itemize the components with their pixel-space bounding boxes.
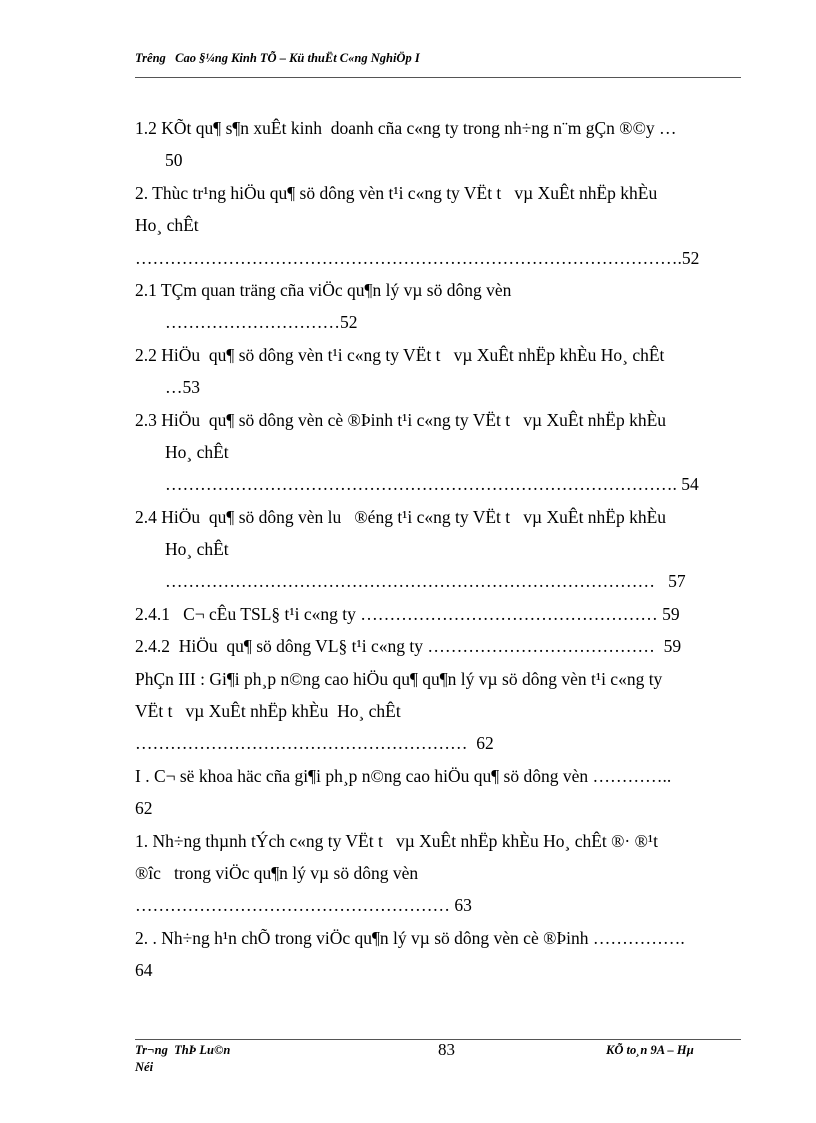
- toc-line: ……………………………………………………………………………. 54: [165, 474, 699, 495]
- running-header: Trêng Cao §¼ng Kinh TÕ – Kü thuËt C«ng NghiÖp I: [135, 51, 420, 65]
- toc-line: I . C¬ së khoa häc cña gi¶i ph¸p n©ng cao hiÖu qu¶ sö dông vèn …………..: [135, 765, 672, 786]
- toc-line: 62: [135, 798, 153, 819]
- footer-class: KÕ to¸n 9A – Hµ: [606, 1043, 694, 1057]
- toc-line: 2.4.1 C¬ cÊu TSL§ t¹i c«ng ty …………………………………………… 59: [135, 603, 680, 624]
- toc-line: Ho¸ chÊt: [135, 215, 199, 236]
- toc-line: PhÇn III : Gi¶i ph¸p n©ng cao hiÖu qu¶ qu¶n lý vµ sö dông vèn t¹i c«ng ty: [135, 668, 663, 689]
- toc-line: 2. Thùc tr¹ng hiÖu qu¶ sö dông vèn t¹i c«ng ty VËt t vµ XuÊt nhËp khÈu: [135, 182, 658, 203]
- toc-line: Ho¸ chÊt: [165, 441, 229, 462]
- toc-line: 2. . Nh÷ng h¹n chÕ trong viÖc qu¶n lý vµ sö dông vèn cè ®Þinh …………….: [135, 927, 685, 948]
- toc-line: …53: [165, 377, 200, 398]
- page-number: 83: [438, 1040, 455, 1059]
- toc-line: 1. Nh÷ng thµnh tÝch c«ng ty VËt t vµ XuÊt nhËp khÈu Ho¸ chÊt ®· ®¹t: [135, 830, 659, 851]
- toc-line: ………………………………………………… 62: [135, 733, 494, 754]
- toc-line: 2.3 HiÖu qu¶ sö dông vèn cè ®Þinh t¹i c«ng ty VËt t vµ XuÊt nhËp khÈu: [135, 409, 667, 430]
- toc-line: 2.4 HiÖu qu¶ sö dông vèn lu ®éng t¹i c«ng ty VËt t vµ XuÊt nhËp khÈu: [135, 506, 667, 527]
- toc-line: 50: [165, 150, 183, 171]
- toc-line: 2.1 TÇm quan träng cña viÖc qu¶n lý vµ sö dông vèn: [135, 279, 512, 300]
- toc-line: ………………………………………………………………………… 57: [165, 571, 686, 592]
- toc-line: ………………………………………………………………………………….52: [135, 247, 700, 268]
- toc-line: VËt t vµ XuÊt nhËp khÈu Ho¸ chÊt: [135, 701, 401, 722]
- footer-author: Tr¬ng ThÞ Lu©n: [135, 1043, 231, 1057]
- toc-line: ……………………………………………… 63: [135, 895, 472, 916]
- footer-author-cont: Néi: [135, 1060, 154, 1074]
- header-rule: [135, 77, 741, 78]
- toc-line: ®îc trong viÖc qu¶n lý vµ sö dông vèn: [135, 862, 419, 883]
- toc-line: 2.2 HiÖu qu¶ sö dông vèn t¹i c«ng ty VËt t vµ XuÊt nhËp khÈu Ho¸ chÊt: [135, 344, 665, 365]
- toc-line: 64: [135, 960, 153, 981]
- table-of-contents: [135, 112, 745, 987]
- toc-line: 2.4.2 HiÖu qu¶ sö dông VL§ t¹i c«ng ty ………………………………… 59: [135, 636, 682, 657]
- toc-line: Ho¸ chÊt: [165, 539, 229, 560]
- toc-line: 1.2 KÕt qu¶ s¶n xuÊt kinh doanh cña c«ng ty trong nh÷ng n¨m gÇn ®©y …: [135, 118, 677, 138]
- toc-line: …………………………52: [165, 312, 358, 333]
